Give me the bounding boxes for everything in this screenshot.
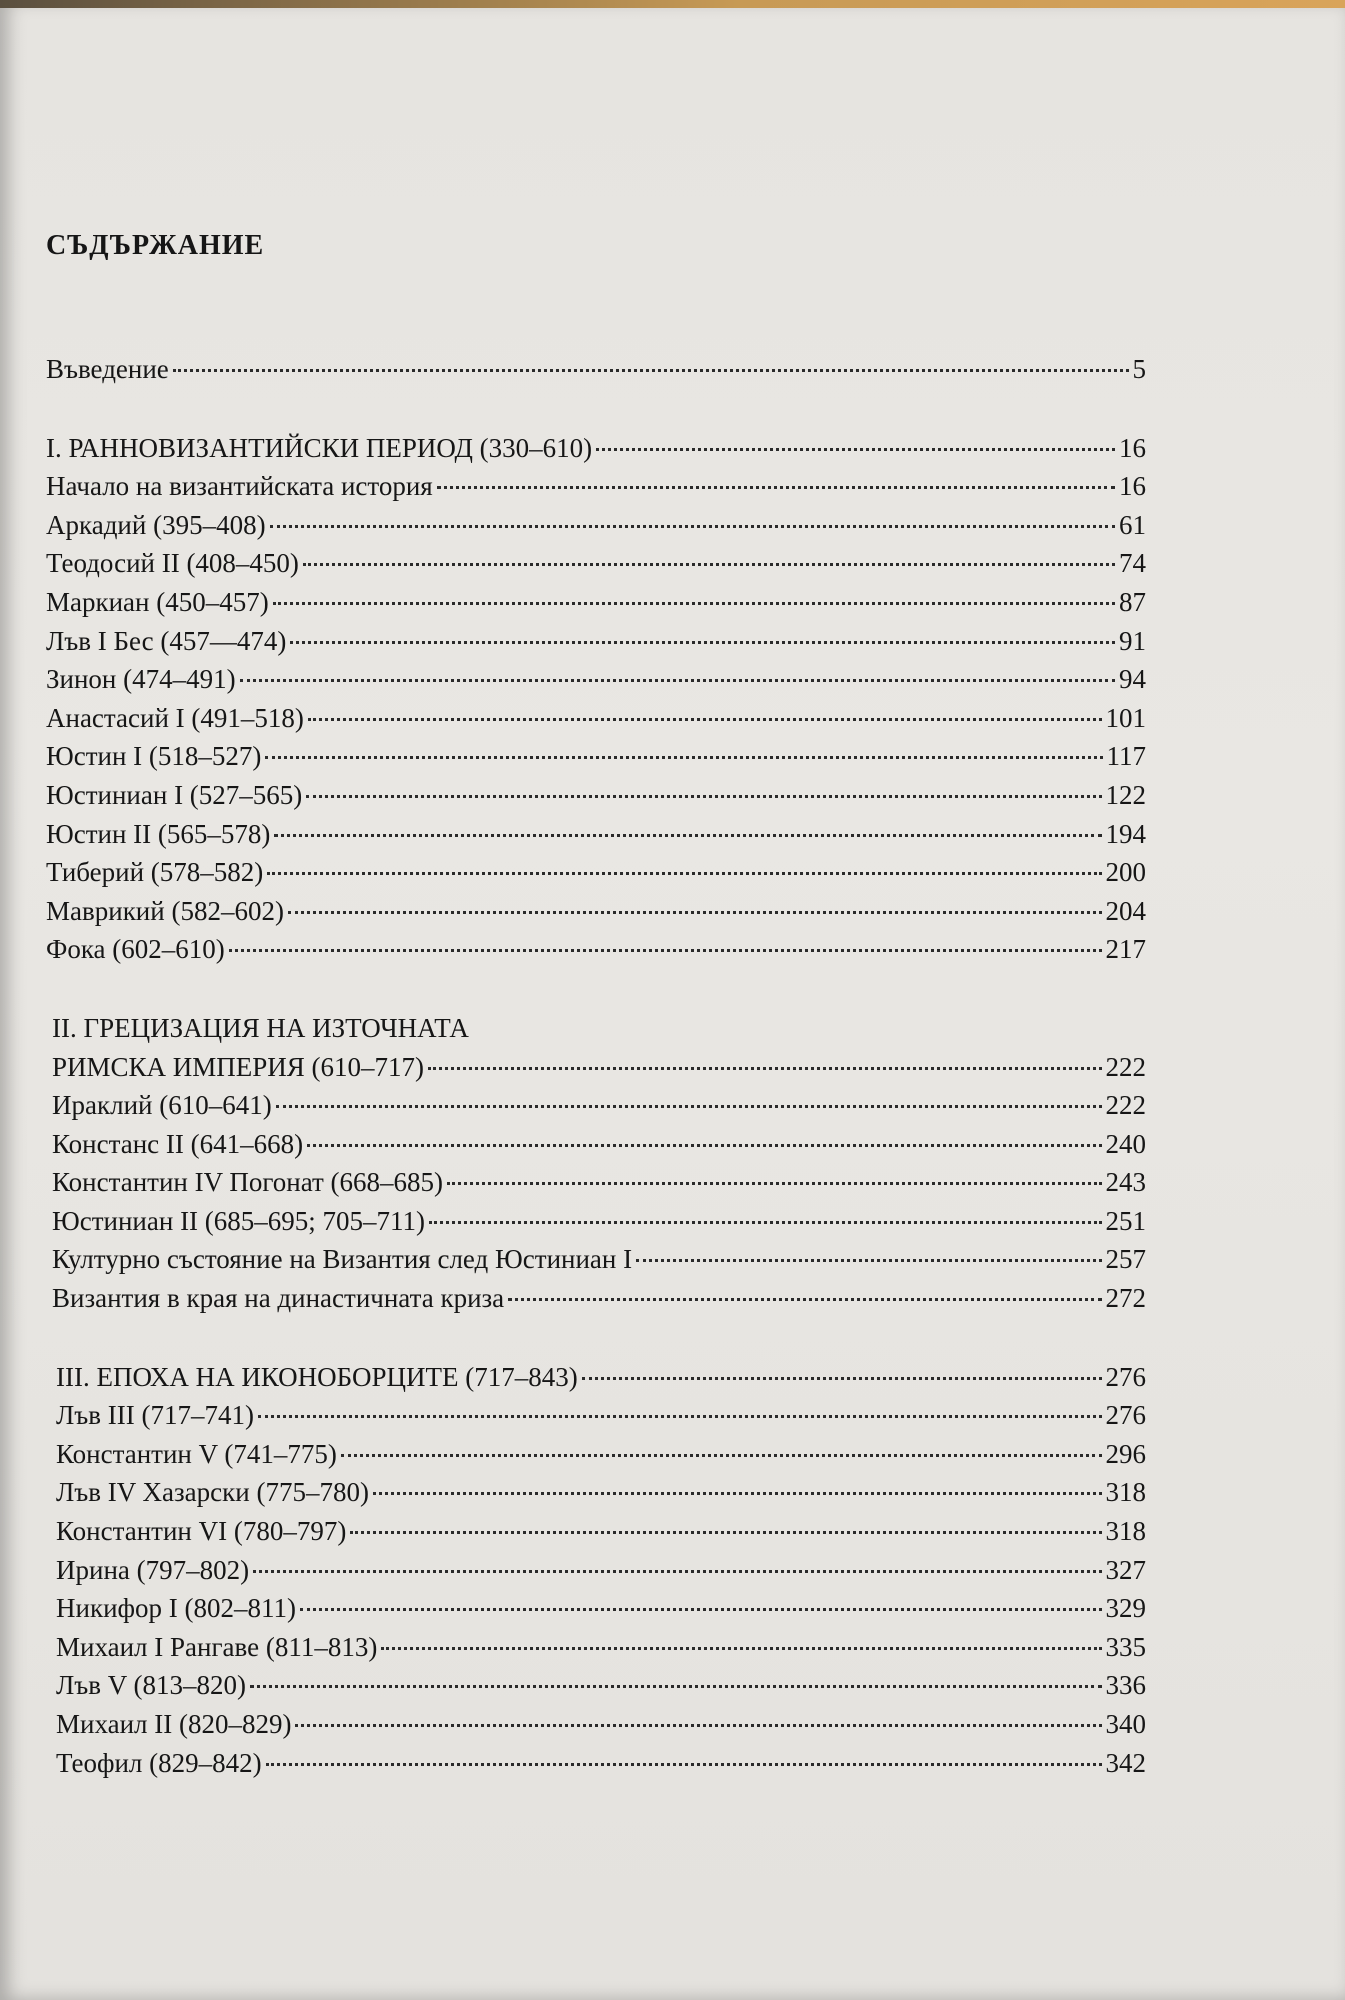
toc-entry-page-number: 272 bbox=[1105, 1283, 1146, 1314]
toc-entry bbox=[46, 1240, 1146, 1279]
dot-leader bbox=[303, 563, 1115, 566]
toc-entry bbox=[46, 776, 1146, 815]
toc-entry-page-number: 122 bbox=[1105, 779, 1146, 810]
dot-leader bbox=[308, 718, 1102, 721]
toc-entry bbox=[46, 506, 1146, 545]
toc-entry-page-number: 342 bbox=[1105, 1747, 1146, 1778]
toc-entry bbox=[46, 1744, 1146, 1783]
toc-entry-page-number: 243 bbox=[1105, 1167, 1146, 1198]
toc-entry bbox=[46, 1628, 1146, 1667]
toc-entry-page-number: 327 bbox=[1105, 1554, 1146, 1585]
dot-leader bbox=[306, 795, 1101, 798]
toc-entry bbox=[46, 1512, 1146, 1551]
toc-entry bbox=[46, 544, 1146, 583]
toc-entry-page-number: 117 bbox=[1106, 741, 1146, 772]
toc-entry-page-number: 340 bbox=[1105, 1709, 1146, 1739]
toc-entry-page-number: 5 bbox=[1132, 354, 1146, 384]
toc-entry bbox=[46, 815, 1146, 854]
toc-entry-page-number: 101 bbox=[1105, 702, 1146, 733]
toc-entry bbox=[46, 1705, 1146, 1744]
toc-entry bbox=[46, 1551, 1146, 1590]
toc-entry-page-number: 329 bbox=[1105, 1593, 1146, 1624]
toc-entry-title: Начало на византийската история bbox=[46, 471, 433, 502]
toc-entry-page-number: 257 bbox=[1105, 1244, 1146, 1275]
toc-entry bbox=[46, 622, 1146, 661]
toc-entry-page-number: 318 bbox=[1105, 1516, 1146, 1547]
toc-entry bbox=[46, 1009, 1146, 1048]
toc-entry-title: Константин VI (780–797) bbox=[56, 1516, 347, 1547]
toc-entry bbox=[46, 429, 1146, 468]
toc-entry-title: Михаил I Рангаве (811–813) bbox=[56, 1631, 378, 1662]
toc-entry-title: Културно състояние на Византия след Юстиниан I bbox=[52, 1244, 633, 1275]
dot-leader bbox=[258, 1415, 1102, 1418]
toc-entry-page-number: 276 bbox=[1105, 1361, 1146, 1392]
toc-entry bbox=[46, 350, 1146, 389]
toc-entry-page-number: 61 bbox=[1119, 509, 1146, 540]
dot-leader bbox=[273, 602, 1115, 605]
toc-entry-title: Лъв III (717–741) bbox=[56, 1400, 254, 1431]
page-top-edge bbox=[0, 0, 1345, 8]
toc-entry-title: III. ЕПОХА НА ИКОНОБОРЦИТЕ (717–843) bbox=[56, 1361, 578, 1392]
dot-leader bbox=[596, 448, 1115, 451]
toc-entry bbox=[46, 1125, 1146, 1164]
dot-leader bbox=[508, 1298, 1101, 1301]
toc-entry bbox=[46, 467, 1146, 506]
dot-leader bbox=[266, 1763, 1102, 1766]
toc-entry bbox=[46, 699, 1146, 738]
dot-leader bbox=[250, 1685, 1101, 1688]
dot-leader bbox=[373, 1492, 1102, 1495]
toc-entry bbox=[46, 1358, 1146, 1397]
dot-leader bbox=[276, 1105, 1102, 1108]
toc-entry bbox=[46, 1473, 1146, 1512]
toc-entry-page-number: 194 bbox=[1105, 818, 1146, 849]
toc-entry-page-number: 336 bbox=[1105, 1670, 1146, 1701]
dot-leader bbox=[288, 911, 1102, 914]
toc-entry-page-number: 251 bbox=[1105, 1205, 1146, 1236]
dot-leader bbox=[253, 1570, 1101, 1573]
toc-entry-page-number: 222 bbox=[1105, 1051, 1146, 1082]
toc-entry-page-number: 200 bbox=[1105, 857, 1146, 888]
dot-leader bbox=[300, 1608, 1102, 1611]
dot-leader bbox=[307, 1144, 1101, 1147]
toc-entry-title: Тиберий (578–582) bbox=[46, 857, 264, 888]
dot-leader bbox=[295, 1724, 1101, 1727]
toc-entry-page-number: 16 bbox=[1119, 432, 1146, 463]
toc-entry-title: Въведение bbox=[46, 354, 169, 384]
toc-entry-title: Аркадий (395–408) bbox=[46, 509, 266, 540]
toc-entry-page-number: 204 bbox=[1105, 895, 1146, 926]
dot-leader bbox=[447, 1182, 1101, 1185]
toc-entry-title: Юстин I (518–527) bbox=[46, 741, 262, 772]
toc-entry-title: Византия в края на династичната криза bbox=[52, 1283, 505, 1314]
dot-leader bbox=[636, 1259, 1101, 1262]
toc-entry-page-number: 240 bbox=[1105, 1128, 1146, 1159]
toc-entry-page-number: 276 bbox=[1105, 1400, 1146, 1431]
toc-entry-title: Зинон (474–491) bbox=[46, 664, 236, 695]
dot-leader bbox=[381, 1647, 1101, 1650]
toc-entry-title: Анастасий I (491–518) bbox=[46, 702, 304, 733]
toc-entry-title: Константин V (741–775) bbox=[56, 1438, 337, 1469]
toc-entry-page-number: 87 bbox=[1119, 586, 1146, 617]
toc-entry bbox=[46, 1589, 1146, 1628]
toc-entry-title: Фока (602–610) bbox=[46, 934, 225, 965]
toc-entry bbox=[46, 930, 1146, 969]
toc-entry bbox=[46, 1279, 1146, 1318]
toc-heading: СЪДЪРЖАНИЕ bbox=[46, 230, 265, 261]
dot-leader bbox=[270, 525, 1115, 528]
toc-entry-title: РИМСКА ИМПЕРИЯ (610–717) bbox=[52, 1051, 425, 1082]
toc-entry bbox=[46, 1163, 1146, 1202]
toc-entry-title: I. РАННОВИЗАНТИЙСКИ ПЕРИОД (330–610) bbox=[46, 432, 593, 463]
toc-entry-title: Теодосий II (408–450) bbox=[46, 548, 299, 579]
toc-entry-page-number: 217 bbox=[1105, 934, 1146, 965]
toc-entry-title: Юстиниан II (685–695; 705–711) bbox=[52, 1205, 426, 1236]
toc-entry-page-number: 74 bbox=[1119, 548, 1146, 579]
toc-entry-page-number: 296 bbox=[1105, 1438, 1146, 1469]
toc-entry bbox=[46, 660, 1146, 699]
dot-leader bbox=[437, 486, 1115, 489]
dot-leader bbox=[274, 834, 1101, 837]
dot-leader bbox=[229, 949, 1102, 952]
dot-leader bbox=[173, 369, 1129, 372]
toc-list bbox=[46, 350, 1146, 1782]
toc-entry-page-number: 91 bbox=[1119, 625, 1146, 656]
toc-entry-title: Юстин II (565–578) bbox=[46, 818, 271, 849]
dot-leader bbox=[341, 1454, 1102, 1457]
toc-entry-title: Михаил II (820–829) bbox=[56, 1709, 292, 1739]
toc-entry-title: Лъв IV Хазарски (775–780) bbox=[56, 1477, 369, 1508]
toc-entry bbox=[46, 1048, 1146, 1087]
toc-entry-page-number: 335 bbox=[1105, 1631, 1146, 1662]
dot-leader bbox=[429, 1221, 1101, 1224]
toc-entry bbox=[46, 583, 1146, 622]
toc-entry-title: II. ГРЕЦИЗАЦИЯ НА ИЗТОЧНАТА bbox=[52, 1012, 469, 1043]
dot-leader bbox=[582, 1377, 1102, 1380]
toc-entry-title: Маврикий (582–602) bbox=[46, 895, 284, 926]
dot-leader bbox=[350, 1531, 1101, 1534]
toc-entry-title: Констанс II (641–668) bbox=[52, 1128, 304, 1159]
toc-entry-title: Константин IV Погонат (668–685) bbox=[52, 1167, 444, 1198]
toc-entry-title: Теофил (829–842) bbox=[56, 1747, 262, 1778]
toc-entry bbox=[46, 1202, 1146, 1241]
dot-leader bbox=[267, 872, 1101, 875]
toc-entry bbox=[46, 892, 1146, 931]
toc-entry-page-number: 222 bbox=[1105, 1090, 1146, 1121]
toc-entry-title: Юстиниан I (527–565) bbox=[46, 779, 303, 810]
toc-entry-title: Ираклий (610–641) bbox=[52, 1090, 272, 1121]
toc-entry bbox=[46, 1086, 1146, 1125]
toc-entry-title: Ирина (797–802) bbox=[56, 1554, 250, 1585]
toc-entry-title: Лъв V (813–820) bbox=[56, 1670, 247, 1701]
dot-leader bbox=[428, 1067, 1101, 1070]
toc-entry-page-number: 16 bbox=[1119, 471, 1146, 502]
toc-entry bbox=[46, 1396, 1146, 1435]
toc-entry bbox=[46, 1435, 1146, 1474]
dot-leader bbox=[290, 641, 1115, 644]
toc-entry-title: Никифор I (802–811) bbox=[56, 1593, 296, 1624]
toc-entry bbox=[46, 737, 1146, 776]
dot-leader bbox=[240, 679, 1115, 682]
toc-entry-page-number: 318 bbox=[1105, 1477, 1146, 1508]
toc-entry bbox=[46, 1666, 1146, 1705]
toc-entry-title: Лъв I Бес (457—474) bbox=[46, 625, 287, 656]
toc-entry bbox=[46, 853, 1146, 892]
dot-leader bbox=[265, 756, 1102, 759]
toc-entry-title: Маркиан (450–457) bbox=[46, 586, 269, 617]
toc-entry-page-number: 94 bbox=[1119, 664, 1146, 695]
